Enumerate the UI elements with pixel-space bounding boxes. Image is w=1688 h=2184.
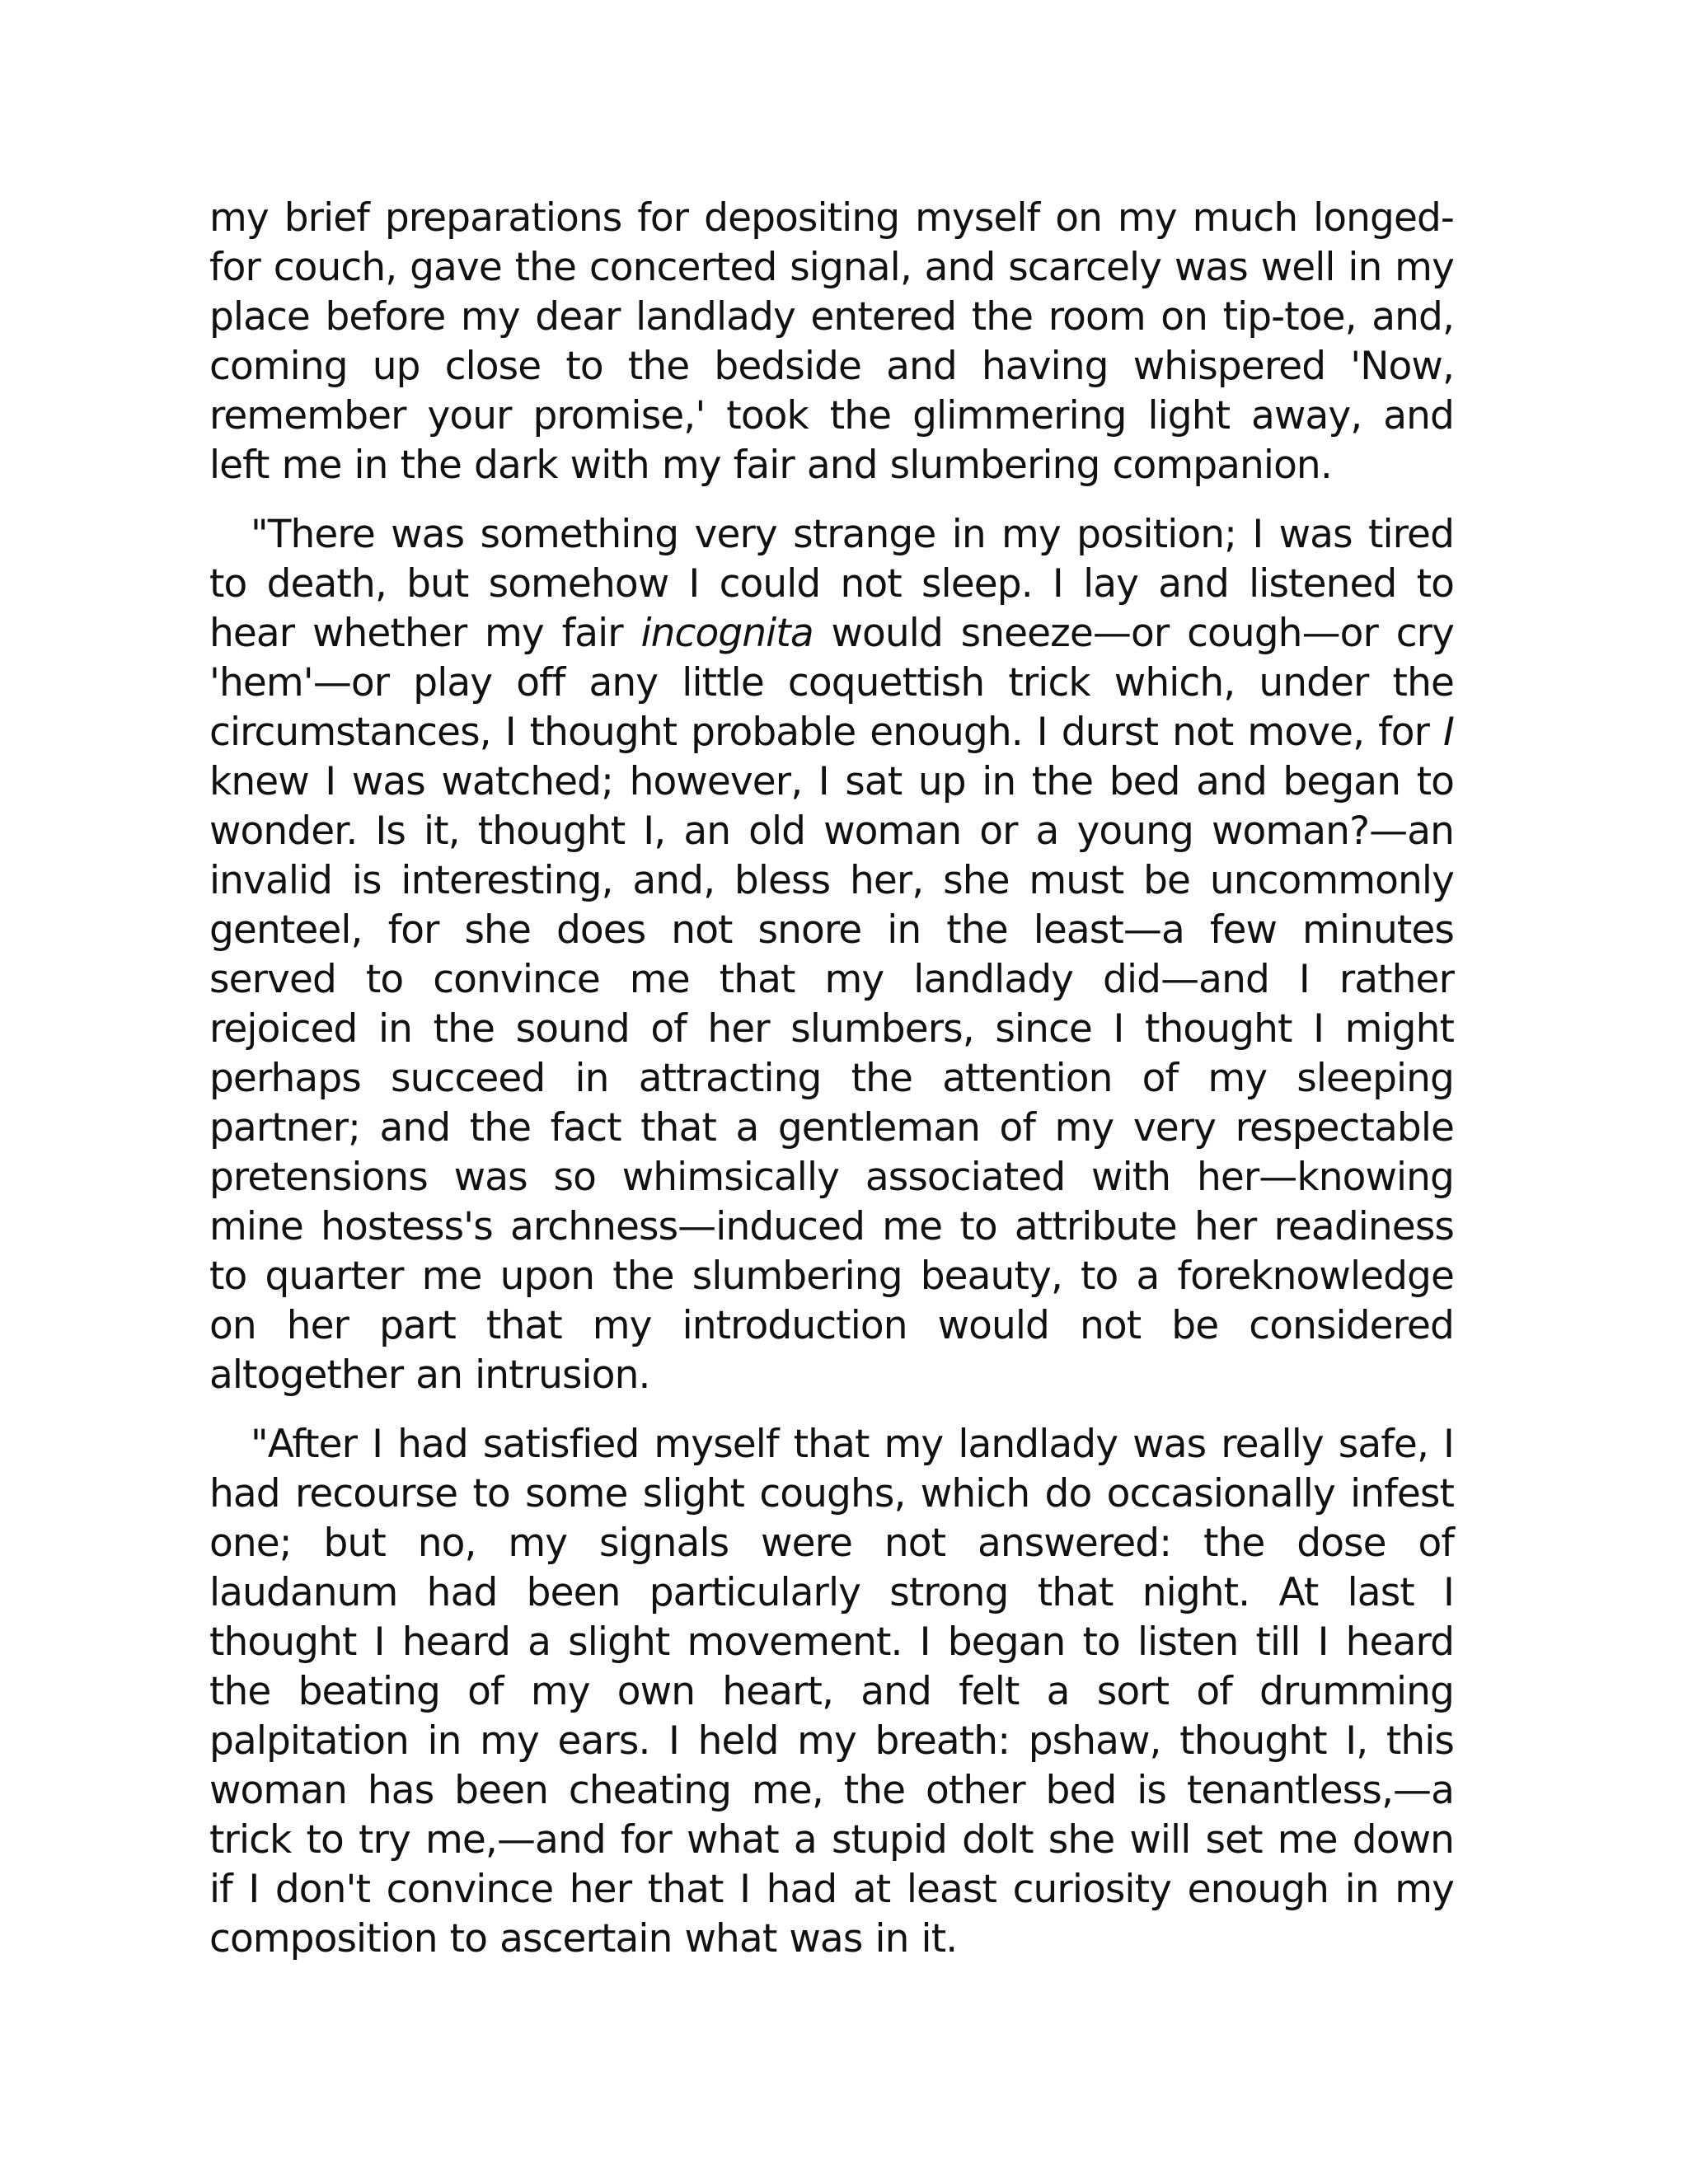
paragraph-3: "After I had satisfied myself that my landlady was really safe, I had recourse to some slight coughs, which do occasionally infest one; but no, my signals were not answered: the dose of laudanum had been particularly strong that night. At last I thought I heard a slight movement. I began to listen till I heard the beating of my own heart, and felt a sort of drumming palpitation in my ears. I held my breath: pshaw, thought I, this woman has been cheating me, the other bed is tenantless,—a trick to try me,—and for what a stupid dolt she will set me down if I don't convince her that I had at least curiosity enough in my composition to ascertain what was in it. [209,1422,1454,1961]
book-page [209,194,1454,1984]
italic-word-i: I [1443,710,1454,755]
italic-word-incognita: incognita [640,611,814,656]
paragraph-2-text-e: knew I was watched; however, I sat up in the bed and began to wonder. Is it, thought I, an old woman or a young woman?—an invalid is interesting, and, bless her, she must be uncommonly genteel, for she does not snore in the least—a few minutes served to convince me that my landlady did—and I rather rejoiced in the sound of her slumbers, since I thought I might perhaps succeed in attracting the attention of my sleeping partner; and the fact that a gentleman of my very respectable pretensions was so whimsically associated with her—knowing mine hostess's archness—induced me to attribute her readiness to quarter me upon the slumbering beauty, to a foreknowledge on her part that my introduction would not be considered altogether an intrusion. [209,759,1454,1398]
paragraph-2-text-a: "There was something very strange in my position; I was tired to death, but somehow I could not sleep. I lay and listened to hear whether my fair [209,512,1454,656]
paragraph-2-text-c: would sneeze—or cough—or cry 'hem'—or play off any little coquettish trick which, under the circumstances, I thought probable enough. I durst not move, for [209,611,1454,755]
paragraph-1: my brief preparations for depositing myself on my much longed-for couch, gave the concerted signal, and scarcely was well in my place before my dear landlady entered the room on tip-toe, and, coming up close to the bedside and having whispered 'Now, remember your promise,' took the glimmering light away, and left me in the dark with my fair and slumbering companion. [209,195,1454,488]
paragraph-2 [209,510,1454,1400]
